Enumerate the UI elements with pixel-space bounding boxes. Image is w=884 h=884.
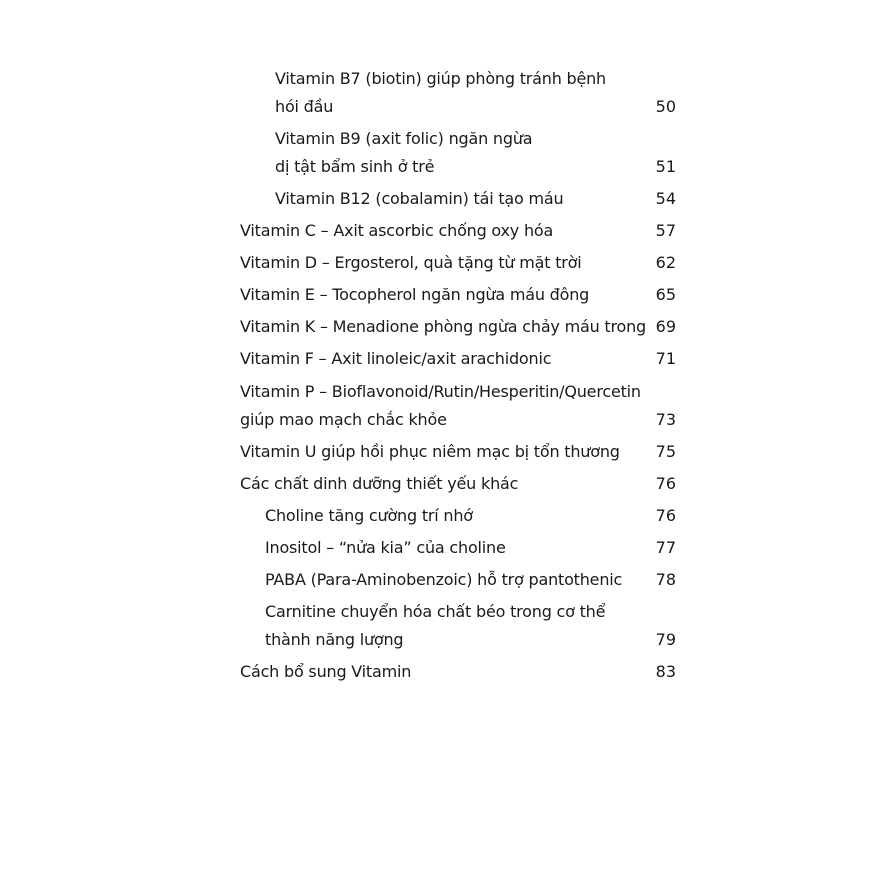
toc-entry-title: Vitamin B12 (cobalamin) tái tạo máu: [275, 189, 564, 208]
toc-entry-page: 76: [655, 506, 676, 525]
toc-entry-page: 75: [655, 442, 676, 461]
toc-entry-page: 83: [655, 662, 676, 681]
toc-entry-title: Vitamin C – Axit ascorbic chống oxy hóa: [240, 221, 554, 240]
toc-entry-title: [275, 125, 532, 181]
toc-entry-title-line: dị tật bẩm sinh ở trẻ: [275, 157, 435, 176]
toc-entry-page: 73: [655, 410, 676, 429]
toc-entry-title: Choline tăng cường trí nhớ: [265, 506, 473, 525]
toc-entry-page: 78: [655, 570, 676, 589]
toc-entry-title-line: Vitamin B9 (axit folic) ngăn ngừa: [275, 129, 533, 148]
toc-entry-page: 50: [655, 97, 676, 116]
toc-entry-page: 57: [655, 221, 676, 240]
toc-entry-page: 62: [655, 253, 676, 272]
toc-entry-page: 51: [655, 157, 676, 176]
toc-entry-title-line: giúp mao mạch chắc khỏe: [240, 410, 447, 429]
toc-entry-title: Cách bổ sung Vitamin: [240, 662, 412, 681]
toc-entry-title-line: Vitamin P – Bioflavonoid/Rutin/Hesperitin/Quercetin: [240, 382, 641, 401]
toc-entry-page: 77: [655, 538, 676, 557]
toc-entry-title: Các chất dinh dưỡng thiết yếu khác: [240, 474, 519, 493]
toc-entry-title: [265, 598, 605, 654]
toc-entry-title-line: hói đầu: [275, 97, 334, 116]
toc-entry-title: Inositol – “nửa kia” của choline: [265, 538, 506, 557]
toc-entry-page: 79: [655, 630, 676, 649]
toc-entry-title-line: Carnitine chuyển hóa chất béo trong cơ thể: [265, 602, 606, 621]
toc-entry-page: 69: [655, 317, 676, 336]
toc-entry-title: Vitamin F – Axit linoleic/axit arachidonic: [240, 349, 552, 368]
toc-entry-title: [275, 65, 606, 121]
toc-entry-title: PABA (Para-Aminobenzoic) hỗ trợ pantothenic: [265, 570, 623, 589]
toc-entry-page: 54: [655, 189, 676, 208]
toc-entry-page: 76: [655, 474, 676, 493]
toc-entry-title-line: thành năng lượng: [265, 630, 404, 649]
toc-entry-title: Vitamin E – Tocopherol ngăn ngừa máu đông: [240, 285, 590, 304]
toc-entry-title: [240, 378, 641, 434]
toc-entry-page: 65: [655, 285, 676, 304]
toc-entry-title: Vitamin K – Menadione phòng ngừa chảy máu trong: [240, 317, 646, 336]
toc-entry-title: Vitamin D – Ergosterol, quà tặng từ mặt trời: [240, 253, 582, 272]
toc-entry-title-line: Vitamin B7 (biotin) giúp phòng tránh bệnh: [275, 69, 606, 88]
toc-entry-page: 71: [655, 349, 676, 368]
toc-entry-title: Vitamin U giúp hồi phục niêm mạc bị tổn thương: [240, 442, 620, 461]
